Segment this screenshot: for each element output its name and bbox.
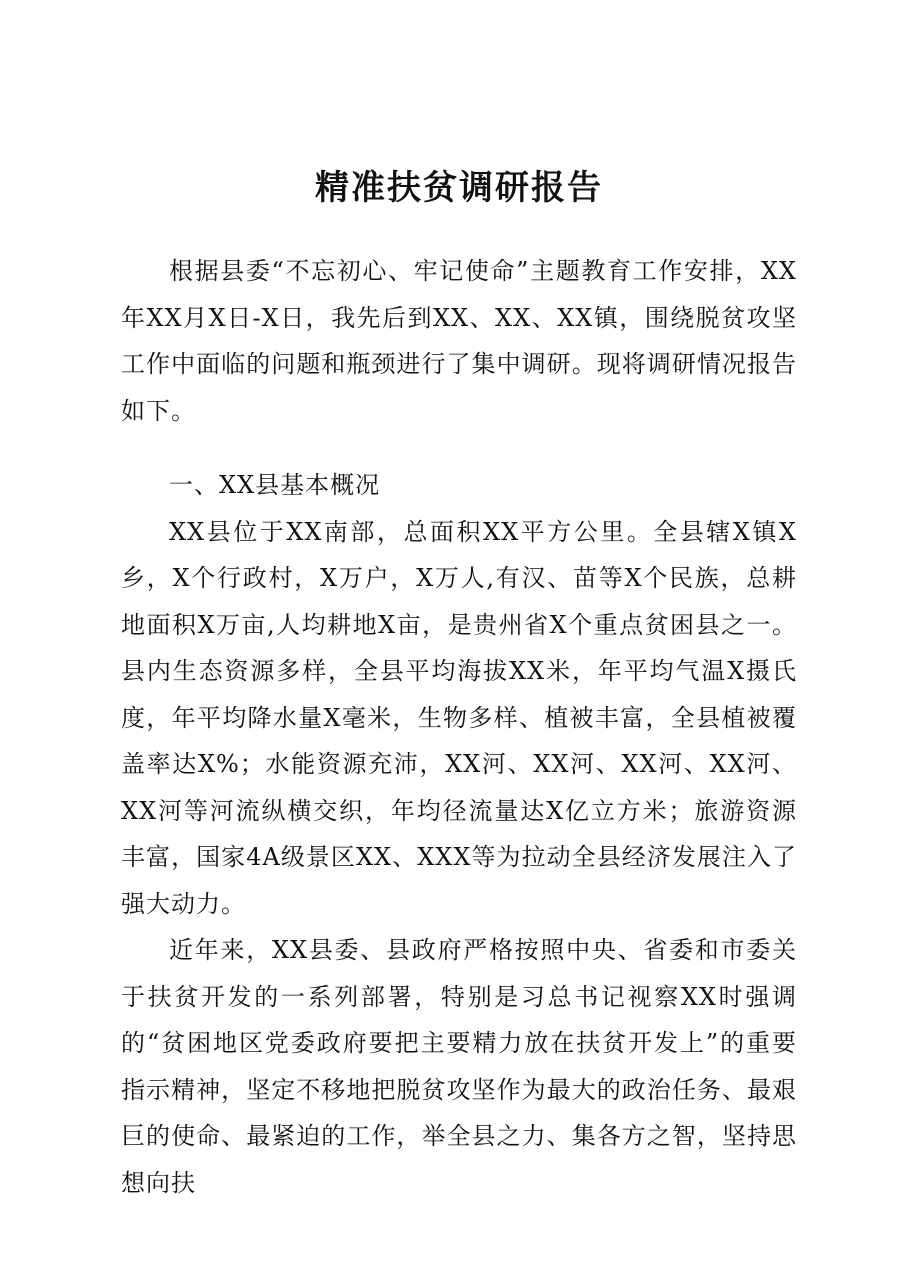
intro-paragraph: 根据县委“不忘初心、牢记使命”主题教育工作安排，XX年XX月X日-X日，我先后到XX、XX、XX镇，围绕脱贫攻坚工作中面临的问题和瓶颈进行了集中调研。现将调研情况报告如下。: [121, 257, 797, 425]
section-heading-1: 一、XX县基本概况: [169, 471, 381, 499]
section-1-paragraph-1: XX县位于XX南部，总面积XX平方公里。全县辖X镇X乡，X个行政村，X万户，X万人,有汉、苗等X个民族，总耕地面积X万亩,人均耕地X亩，是贵州省X个重点贫困县之一。县内生态资源多样，全县平均海拔XX米，年平均气温X摄氏度，年平均降水量X毫米，生物多样、植被丰富，全县植被覆盖率达X%；水能资源充沛，XX河、XX河、XX河、XX河、XX河等河流纵横交织，年均径流量达X亿立方米；旅游资源丰富，国家4A级景区XX、XXX等为拉动全县经济发展注入了强大动力。: [121, 517, 797, 918]
document-title: 精准扶贫调研报告: [315, 168, 603, 208]
section-1-paragraph-2: 近年来，XX县委、县政府严格按照中央、省委和市委关于扶贫开发的一系列部署，特别是习总书记视察XX时强调的“贫困地区党委政府要把主要精力放在扶贫开发上”的重要指示精神，坚定不移地把脱贫攻坚作为最大的政治任务、最艰巨的使命、最紧迫的工作，举全县之力、集各方之智，坚持思想向扶: [121, 936, 797, 1197]
